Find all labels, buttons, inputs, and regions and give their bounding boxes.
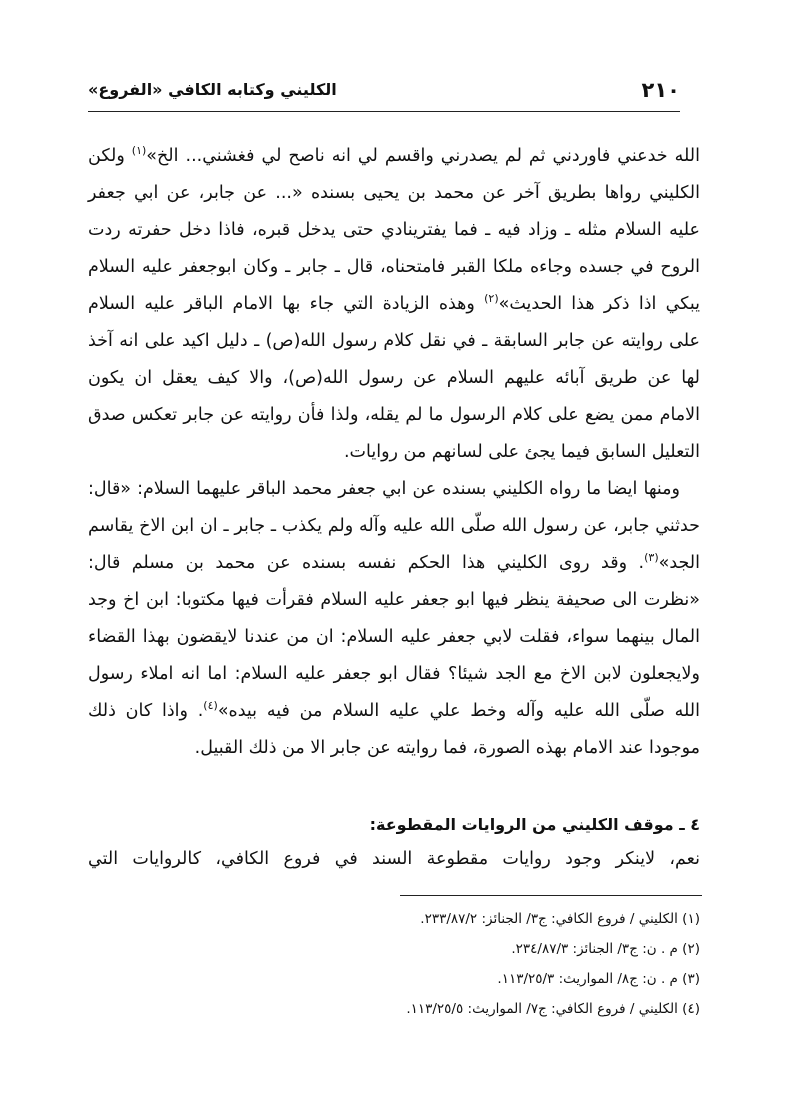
footnote-marker: (١) xyxy=(131,144,147,158)
body-line: ولايجعلون لابن الاخ مع الجد شيئا؟ فقال ابو جعفر عليه السلام: اما انه املاء رسول xyxy=(88,664,700,684)
body-line: لها عن طريق آبائه عليهم السلام عن رسول الله(ص)، والا كيف يعقل ان يكون xyxy=(88,368,700,388)
footnotes xyxy=(88,904,700,1024)
section-heading: ٤ ـ موقف الكليني من الروايات المقطوعة: xyxy=(369,815,700,834)
running-title: الكليني وكتابه الكافي «الفروع» xyxy=(88,80,337,99)
footnote-marker: (٤) xyxy=(203,699,218,713)
section-first-line: نعم، لاينكر وجود روايات مقطوعة السند في فروع الكافي، كالروايات التي xyxy=(88,849,700,869)
footnote-marker: (٣) xyxy=(644,551,659,565)
header-rule xyxy=(88,111,680,112)
body-line: الروح في جسده وجاءه ملكا القبر فامتحناه، قال ـ جابر ـ وكان ابوجعفر عليه السلام xyxy=(88,257,700,277)
body-line: موجودا عند الامام بهذه الصورة، فما روايته عن جابر الا من ذلك القبيل. xyxy=(194,738,700,758)
body-line: يبكي اذا ذكر هذا الحديث»$^{(٢)}$ وهذه الزيادة التي جاء بها الامام الباقر عليه السلام xyxy=(88,292,700,314)
body-line: التعليل السابق فيما يجئ على لسانهم من روايات. xyxy=(343,442,700,462)
footnote: (٤) الكليني / فروع الكافي: ج٧/ المواريث: ١١٣/٢٥/٥. xyxy=(406,1001,700,1017)
body-line: حدثني جابر، عن رسول الله صلّى الله عليه وآله ولم يكذب ـ جابر ـ ان ابن الاخ يقاسم xyxy=(88,516,700,536)
body-line: الله خدعني فاوردني ثم لم يصدرني واقسم لي انه ناصح لي فغشني... الخ»$^{(١)}$ ولكن xyxy=(88,144,700,166)
footnote-marker: (٢) xyxy=(484,292,499,306)
page-number: ٢١٠ xyxy=(641,78,680,102)
footnote: (٢) م . ن: ج٣/ الجنائز: ٢٣٤/٨٧/٣. xyxy=(511,941,700,957)
body-line: المال بينهما سواء، فقلت لابي جعفر عليه السلام: ان من عندنا لايقضون بهذا القضاء xyxy=(88,627,700,647)
footnote: (١) الكليني / فروع الكافي: ج٣/ الجنائز: ٢٣٣/٨٧/٢. xyxy=(420,911,700,927)
body-line: الله صلّى الله عليه وآله وخط علي عليه السلام من فيه بيده»$^{(٤)}$. واذا كان ذلك xyxy=(88,699,701,721)
body-line: على روايته عن جابر السابقة ـ في نقل كلام رسول الله(ص) ـ دليل اكيد على انه آخذ xyxy=(88,331,700,351)
body-line: الجد»$^{(٣)}$. وقد روى الكليني هذا الحكم نفسه بسنده عن محمد بن مسلم قال: xyxy=(88,551,700,573)
body-text xyxy=(88,138,700,767)
body-line: «نظرت الى صحيفة ينظر فيها ابو جعفر عليه السلام فقرأت فيها مكتوبا: ابن اخ وجد xyxy=(88,590,700,610)
body-line: ومنها ايضا ما رواه الكليني بسنده عن ابي جعفر محمد الباقر عليهما السلام: «قال: xyxy=(88,479,680,499)
page-header xyxy=(88,76,680,108)
footnote: (٣) م . ن: ج٨/ المواريث: ١١٣/٢٥/٣. xyxy=(497,971,700,987)
body-line: الكليني رواها بطريق آخر عن محمد بن يحيى بسنده «... عن جابر، عن ابي جعفر xyxy=(88,183,700,203)
body-line: الامام ممن يضع على كلام الرسول ما لم يقله، ولذا فأن روايته عن جابر تعكس صدق xyxy=(88,405,700,425)
footnote-rule xyxy=(400,895,702,896)
body-line: عليه السلام مثله ـ وزاد فيه ـ فما يفترينادي حتى يدخل قبره، فاذا دخل حفرته ردت xyxy=(88,220,700,240)
